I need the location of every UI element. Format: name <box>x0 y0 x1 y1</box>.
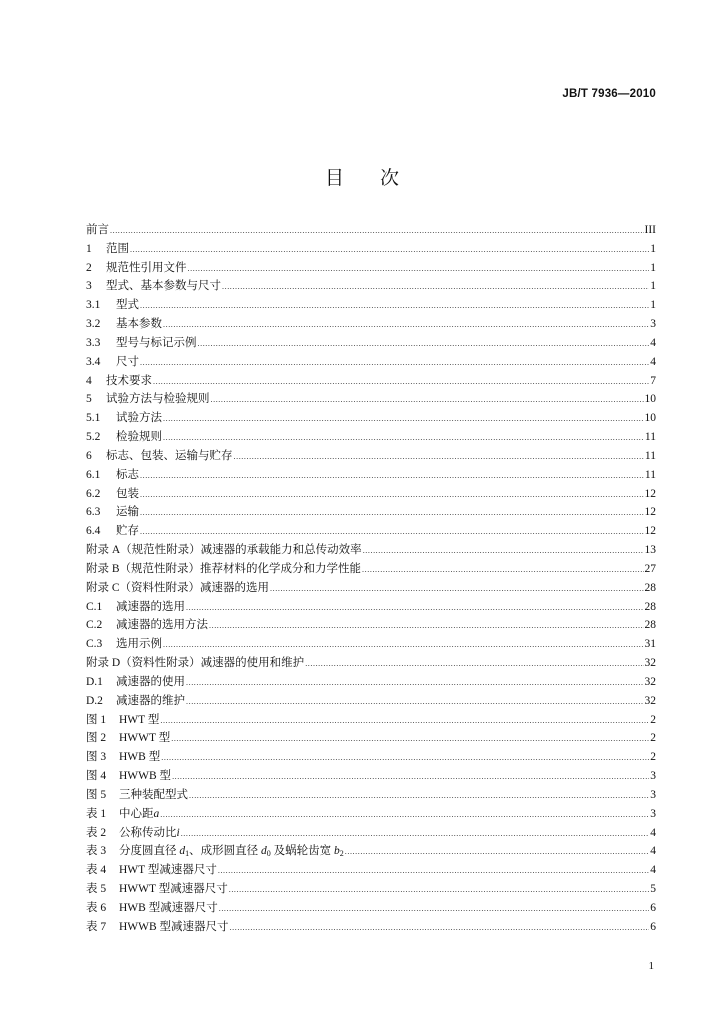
toc-entry-label: 公称传动比 <box>119 826 177 839</box>
toc-entry[interactable] <box>86 541 656 560</box>
toc-entry-number: C.2 <box>86 619 103 632</box>
toc-entry-page: 31 <box>644 638 656 651</box>
toc-entry-page: 4 <box>650 845 656 858</box>
toc-entry-number: 表 7 <box>86 920 107 933</box>
dot-leader <box>160 712 649 731</box>
toc-entry-page: 12 <box>644 506 656 519</box>
toc-entry-label: 减速器的选用方法 <box>116 619 208 632</box>
dot-leader <box>140 486 644 505</box>
toc-entry-label: 附录 B（规范性附录）推荐材料的化学成分和力学性能 <box>86 562 362 575</box>
toc-entry-page: 27 <box>644 562 656 575</box>
dot-leader <box>219 900 650 919</box>
toc-entry-page: 11 <box>644 449 656 462</box>
dot-leader <box>140 297 649 316</box>
toc-entry-page: 6 <box>650 920 656 933</box>
toc-entry-page: 28 <box>644 600 656 613</box>
toc-entry-label: 范围 <box>106 242 129 255</box>
title-char-2: 次 <box>380 167 400 189</box>
toc-entry-page: 1 <box>650 261 656 274</box>
dot-leader <box>222 278 649 297</box>
toc-entry-label: 减速器的使用 <box>116 675 185 688</box>
dot-leader <box>160 806 649 825</box>
toc-entry-label: 尺寸 <box>116 355 139 368</box>
toc-entry-page: 3 <box>650 770 656 783</box>
toc-entry[interactable] <box>86 315 656 334</box>
toc-entry[interactable] <box>86 259 656 278</box>
toc-entry-label: 检验规则 <box>116 431 162 444</box>
toc-entry-number: 图 1 <box>86 713 107 726</box>
toc-entry-page: 2 <box>650 732 656 745</box>
toc-entry-label: HWT 型 <box>119 713 160 726</box>
toc-entry-page: 1 <box>650 280 656 293</box>
toc-entry-number: C.1 <box>86 600 103 613</box>
toc-entry-number: 3.2 <box>86 318 101 331</box>
toc-entry-page: 6 <box>650 901 656 914</box>
toc-entry-number: C.3 <box>86 638 103 651</box>
toc-entry-label: 前言 <box>86 224 109 236</box>
toc-entry[interactable] <box>86 692 656 711</box>
toc-entry-page: 4 <box>650 864 656 877</box>
toc-entry[interactable] <box>86 767 656 786</box>
toc-entry-label: 型式 <box>116 299 139 312</box>
dot-leader <box>163 636 644 655</box>
toc-entry[interactable] <box>86 277 656 296</box>
toc-entry[interactable] <box>86 748 656 767</box>
toc-entry-number: 5 <box>86 393 92 406</box>
toc-entry-page: 12 <box>644 487 656 500</box>
toc-entry-number: 表 1 <box>86 807 107 820</box>
dot-leader <box>188 260 650 279</box>
toc-entry[interactable] <box>86 447 656 466</box>
toc-entry-page: 1 <box>650 242 656 255</box>
toc-entry-number: 图 3 <box>86 751 107 764</box>
toc-entry[interactable] <box>86 353 656 372</box>
dot-leader <box>153 373 649 392</box>
dot-leader <box>163 429 644 448</box>
dot-leader <box>198 335 650 354</box>
toc-entry-label: 型式、基本参数与尺寸 <box>106 280 221 293</box>
toc-entry[interactable] <box>86 805 656 824</box>
toc-entry-page: 13 <box>644 544 656 557</box>
toc-entry-label: HWWT 型减速器尺寸 <box>119 882 228 895</box>
dot-leader <box>172 768 649 787</box>
toc-entry-label: 包装 <box>116 487 139 500</box>
dot-leader <box>362 561 643 580</box>
toc-entry-number: 6.2 <box>86 487 101 500</box>
dot-leader <box>186 599 644 618</box>
dot-leader <box>230 919 650 938</box>
toc-entry[interactable] <box>86 296 656 315</box>
toc-entry-page: 1 <box>650 299 656 312</box>
toc-entry-label: 分度圆直径 $d_1$、成形圆直径 $d_0$ 及蜗轮齿宽 $b_2$ <box>119 845 344 859</box>
toc-entry-label: HWWB 型 <box>119 770 172 783</box>
toc-entry-label: 型号与标记示例 <box>116 336 197 349</box>
toc-entry-page: 28 <box>644 619 656 632</box>
dot-leader <box>363 542 644 561</box>
dot-leader <box>181 825 650 844</box>
toc-entry-label: HWWB 型减速器尺寸 <box>119 920 229 933</box>
toc-entry-label: 三种装配型式 <box>119 788 188 801</box>
toc-entry-label: 减速器的选用 <box>116 600 185 613</box>
toc-entry-number: 表 6 <box>86 901 107 914</box>
toc-entry-page: 11 <box>644 431 656 444</box>
dot-leader <box>140 523 644 542</box>
toc-entry-number: 表 3 <box>86 845 107 858</box>
toc-entry[interactable] <box>86 579 656 598</box>
toc-entry-page: 28 <box>644 581 656 594</box>
dot-leader <box>130 241 649 260</box>
dot-leader <box>218 862 649 881</box>
toc-entry-label: 标志 <box>116 468 139 481</box>
toc-entry-number: 3.1 <box>86 299 101 312</box>
toc-entry[interactable] <box>86 221 656 240</box>
toc-entry-number: 表 4 <box>86 864 107 877</box>
toc-entry-number: D.2 <box>86 694 103 707</box>
table-of-contents <box>86 221 656 936</box>
toc-entry-page: 32 <box>644 675 656 688</box>
toc-entry[interactable] <box>86 861 656 880</box>
toc-entry[interactable] <box>86 485 656 504</box>
dot-leader <box>209 617 644 636</box>
toc-entry-label: HWT 型减速器尺寸 <box>119 864 217 877</box>
toc-entry[interactable] <box>86 899 656 918</box>
dot-leader <box>110 222 644 241</box>
toc-entry-number: 2 <box>86 261 92 274</box>
toc-entry-label: 技术要求 <box>106 374 152 387</box>
page-number: 1 <box>648 960 654 972</box>
page-title <box>0 163 724 190</box>
dot-leader <box>234 448 644 467</box>
toc-entry-symbol: a <box>153 807 160 820</box>
toc-entry-number: 6.1 <box>86 468 101 481</box>
toc-entry-number: 3 <box>86 280 92 293</box>
toc-entry[interactable] <box>86 390 656 409</box>
toc-entry-label: 试验方法 <box>116 412 162 425</box>
toc-entry-label: 减速器的维护 <box>116 694 185 707</box>
toc-entry-page: 3 <box>650 318 656 331</box>
toc-entry-page: 3 <box>650 807 656 820</box>
title-char-1: 目 <box>324 167 344 189</box>
dot-leader <box>189 787 649 806</box>
toc-entry-number: 6.3 <box>86 506 101 519</box>
toc-entry-page: 2 <box>650 751 656 764</box>
dot-leader <box>186 674 644 693</box>
toc-entry-page: 11 <box>644 468 656 481</box>
toc-entry-page: 32 <box>644 657 656 670</box>
toc-entry[interactable] <box>86 466 656 485</box>
toc-entry[interactable] <box>86 409 656 428</box>
toc-entry-page: 5 <box>650 882 656 895</box>
toc-entry-page: 7 <box>650 374 656 387</box>
dot-leader <box>140 504 644 523</box>
toc-entry[interactable] <box>86 372 656 391</box>
dot-leader <box>345 843 650 862</box>
toc-entry-page: 2 <box>650 713 656 726</box>
toc-entry-number: 图 4 <box>86 770 107 783</box>
toc-entry-label: 选用示例 <box>116 638 162 651</box>
toc-entry-number: 5.1 <box>86 412 101 425</box>
dot-leader <box>140 467 644 486</box>
toc-entry-page: 10 <box>644 412 656 425</box>
dot-leader <box>186 693 644 712</box>
toc-entry-label: 基本参数 <box>116 318 162 331</box>
toc-entry-number: D.1 <box>86 675 103 688</box>
toc-entry[interactable] <box>86 729 656 748</box>
toc-entry-label: 中心距 <box>119 807 154 820</box>
toc-entry-number: 4 <box>86 374 92 387</box>
toc-entry-label: 贮存 <box>116 525 139 538</box>
dot-leader <box>140 354 649 373</box>
toc-entry-label: 附录 C（资料性附录）减速器的选用 <box>86 581 270 594</box>
toc-entry-number: 表 5 <box>86 882 107 895</box>
toc-entry[interactable] <box>86 786 656 805</box>
toc-entry-page: 3 <box>650 788 656 801</box>
toc-entry[interactable] <box>86 918 656 937</box>
dot-leader <box>163 316 649 335</box>
toc-entry-label: HWB 型减速器尺寸 <box>119 901 218 914</box>
toc-entry-label: 规范性引用文件 <box>106 261 187 274</box>
dot-leader <box>229 881 650 900</box>
toc-entry[interactable] <box>86 560 656 579</box>
dot-leader <box>161 749 649 768</box>
toc-entry-symbol: i <box>176 826 180 839</box>
toc-entry-label: HWWT 型 <box>119 732 171 745</box>
toc-entry-page: 4 <box>650 336 656 349</box>
toc-entry-page: 4 <box>650 826 656 839</box>
toc-entry-number: 图 2 <box>86 732 107 745</box>
dot-leader <box>270 580 643 599</box>
toc-entry-number: 3.4 <box>86 355 101 368</box>
standard-code: JB/T 7936—2010 <box>562 88 656 100</box>
toc-entry-number: 表 2 <box>86 826 107 839</box>
toc-entry-label: 标志、包装、运输与贮存 <box>106 449 233 462</box>
toc-entry[interactable] <box>86 503 656 522</box>
toc-entry[interactable] <box>86 824 656 843</box>
toc-entry-label: 附录 D（资料性附录）减速器的使用和维护 <box>86 657 305 670</box>
toc-entry[interactable] <box>86 334 656 353</box>
toc-entry[interactable] <box>86 880 656 899</box>
dot-leader <box>305 655 643 674</box>
toc-entry-label: HWB 型 <box>119 751 161 764</box>
toc-entry-number: 图 5 <box>86 788 107 801</box>
toc-entry[interactable] <box>86 673 656 692</box>
toc-entry[interactable] <box>86 522 656 541</box>
toc-entry-label: 运输 <box>116 506 139 519</box>
dot-leader <box>163 410 644 429</box>
toc-entry-number: 6.4 <box>86 525 101 538</box>
dot-leader <box>211 391 644 410</box>
toc-entry[interactable] <box>86 654 656 673</box>
toc-entry-number: 1 <box>86 242 92 255</box>
toc-entry-number: 5.2 <box>86 431 101 444</box>
toc-entry[interactable] <box>86 428 656 447</box>
toc-entry-label: 附录 A（规范性附录）减速器的承载能力和总传动效率 <box>86 544 362 557</box>
toc-entry[interactable] <box>86 635 656 654</box>
toc-entry-page: 10 <box>644 393 656 406</box>
toc-entry[interactable] <box>86 711 656 730</box>
toc-entry-number: 3.3 <box>86 336 101 349</box>
dot-leader <box>171 730 649 749</box>
toc-entry[interactable] <box>86 616 656 635</box>
toc-entry-page: 12 <box>644 525 656 538</box>
toc-entry-page: 32 <box>644 694 656 707</box>
toc-entry-page: III <box>644 224 656 236</box>
toc-entry-page: 4 <box>650 355 656 368</box>
toc-entry[interactable] <box>86 842 656 861</box>
toc-entry[interactable] <box>86 240 656 259</box>
toc-entry[interactable] <box>86 598 656 617</box>
toc-entry-number: 6 <box>86 449 92 462</box>
toc-entry-label: 试验方法与检验规则 <box>106 393 210 406</box>
